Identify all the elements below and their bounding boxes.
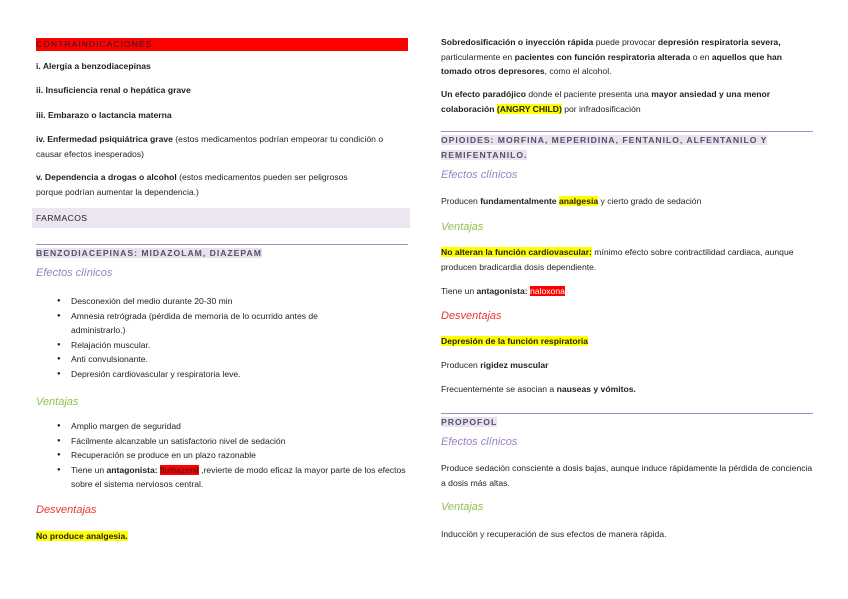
list-item: ● Anti convulsionante. <box>36 352 408 367</box>
section-divider <box>36 244 408 245</box>
paradoxical-paragraph: Un efecto paradójico donde el paciente presenta una mayor ansiedad y una menor colaboración (ANGRY CHILD) por infradosificación <box>441 89 771 114</box>
advantages-label: Ventajas <box>36 396 79 408</box>
contra-item-5: v. Dependencia a drogas o alcohol (estos medicamentos pueden ser peligrosos porque podrían aumentar la dependencia.) <box>36 172 348 197</box>
benzodiazepines-title: BENZODIACEPINAS: MIDAZOLAM, DIAZEPAM <box>36 248 262 258</box>
disadvantages-label: Desventajas <box>36 504 97 516</box>
list-item: ● Amplio margen de seguridad <box>36 419 408 434</box>
opioids-title-line-1: OPIOIDES: MORFINA, MEPERIDINA, FENTANILO, ALFENTANILO Y <box>441 135 768 145</box>
opioids-disadvantage-2: Producen rigidez muscular <box>441 360 549 370</box>
list-item: ● Fácilmente alcanzable un satisfactorio nivel de sedación <box>36 434 408 449</box>
opioids-disadvantage-1: Depresión de la función respiratoria <box>441 336 589 346</box>
contra-item-2: ii. Insuficiencia renal o hepática grave <box>36 85 191 95</box>
propofol-title: PROPOFOL <box>441 417 498 427</box>
list-item: ● Recuperación se produce en un plazo razonable <box>36 448 408 463</box>
contraindications-header: CONTRAINDICACIONES <box>36 38 408 51</box>
list-item: ● Amnesia retrógrada (pérdida de memoria de lo ocurrido antes de administrarlo.) <box>36 309 371 338</box>
opioids-effects-line: Producen fundamentalmente analgesia y cierto grado de sedación <box>441 196 702 206</box>
section-divider <box>441 413 813 414</box>
farmacos-header: FARMACOS <box>32 208 410 228</box>
opioids-disadvantages-label: Desventajas <box>441 310 502 322</box>
contra-item-4: iv. Enfermedad psiquiátrica grave (estos medicamentos podrían empeorar tu condición o causar efectos inesperados) <box>36 134 384 159</box>
contra-item-3: iii. Embarazo o lactancia materna <box>36 110 172 120</box>
list-item: ● Relajación muscular. <box>36 338 408 353</box>
opioids-clinical-effects-label: Efectos clínicos <box>441 169 518 181</box>
opioids-advantage-line: No alteran la función cardiovascular: mínimo efecto sobre contractilidad cardiaca, aunque producen bradicardia dosis dependiente. <box>441 247 794 272</box>
overdose-paragraph: Sobredosificación o inyección rápida puede provocar depresión respiratoria severa, particularmente en pacientes con función respiratoria alterada o en aquellos que han tomado otros depresores, como el alcohol. <box>441 37 783 77</box>
list-item: ● Desconexión del medio durante 20-30 min <box>36 294 408 309</box>
clinical-effects-list <box>36 294 408 382</box>
clinical-effects-label: Efectos clínicos <box>36 267 113 279</box>
contra-item-1: i. Alergia a benzodiacepinas <box>36 61 151 71</box>
section-divider <box>441 131 813 132</box>
list-item-antagonist: ● Tiene un antagonista: flumazenil ,revierte de modo eficaz la mayor parte de los efectos sobre el sistema nerviosos central. <box>36 463 408 492</box>
opioids-advantages-label: Ventajas <box>441 221 484 233</box>
propofol-effects-paragraph: Produce sedación consciente a dosis bajas, aunque induce rápidamente la pérdida de conciencia a dosis más altas. <box>441 463 813 488</box>
opioids-title-line-2: REMIFENTANILO. <box>441 150 528 160</box>
opioids-antagonist-line: Tiene un antagonista: naloxona <box>441 286 565 296</box>
propofol-clinical-effects-label: Efectos clínicos <box>441 436 518 448</box>
disadvantage-item: No produce analgesia. <box>36 531 128 541</box>
advantages-list <box>36 419 408 492</box>
propofol-advantage-line: Inducción y recuperación de sus efectos de manera rápida. <box>441 529 667 539</box>
propofol-advantages-label: Ventajas <box>441 501 484 513</box>
list-item: ● Depresión cardiovascular y respiratoria leve. <box>36 367 408 382</box>
opioids-disadvantage-3: Frecuentemente se asocian a nauseas y vómitos. <box>441 384 636 394</box>
